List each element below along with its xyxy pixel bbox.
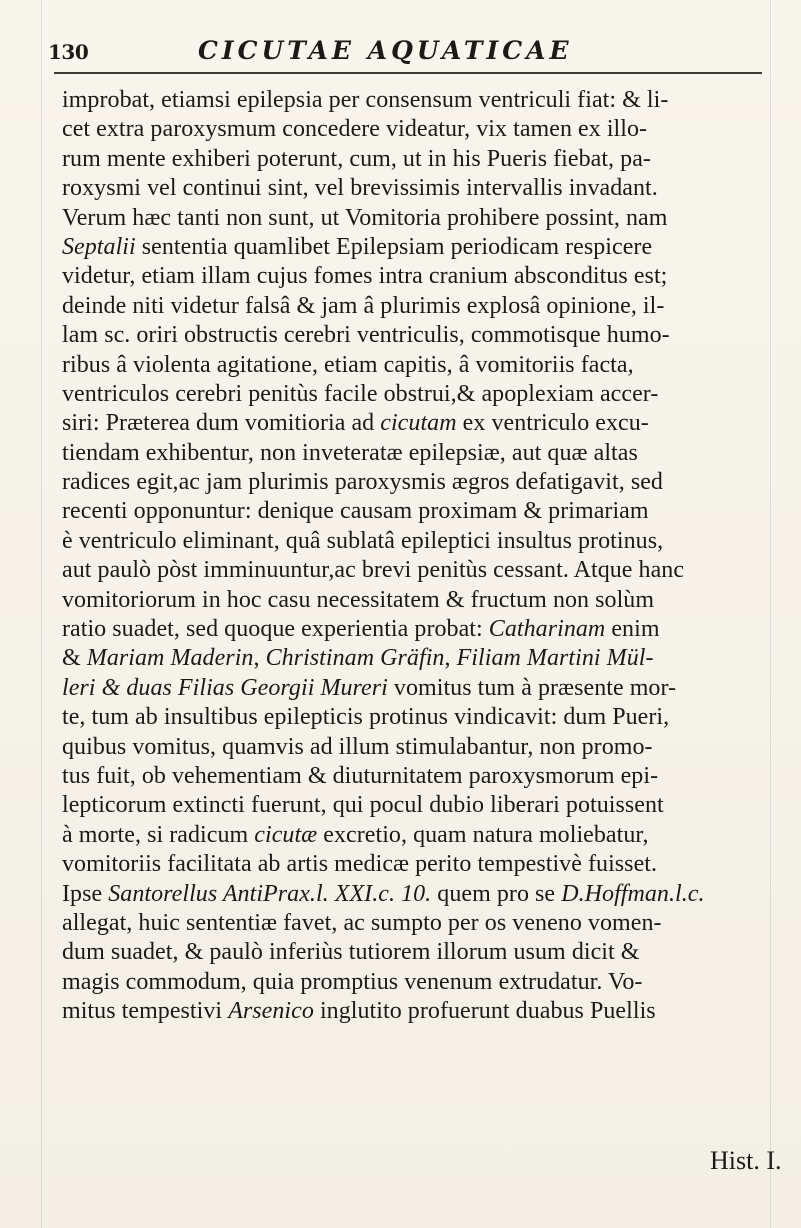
text-line: [62, 615, 767, 644]
text-line: [62, 262, 767, 291]
text-segment: dum suadet, & paulò inferiùs tutiorem illorum usum dicit &: [62, 939, 640, 966]
page-header: [48, 34, 768, 72]
text-line: [62, 321, 767, 350]
text-line: [62, 439, 767, 468]
text-line: [62, 733, 767, 762]
text-line: [62, 86, 767, 115]
text-segment: vomitoriorum in hoc casu necessitatem & fructum non solùm: [62, 586, 655, 613]
italic-text-segment: Filiam Martini Mül-: [456, 645, 654, 672]
paper-mark-left: [41, 0, 42, 1228]
text-line: [62, 233, 767, 262]
italic-text-segment: leri & duas Filias Georgii Mureri: [62, 674, 388, 701]
text-segment: tiendam exhibentur, non inveteratæ epilepsiæ, aut quæ altas: [62, 439, 638, 466]
text-line: [62, 703, 767, 732]
text-line: [62, 145, 767, 174]
text-segment: aut paulò pòst imminuuntur,ac brevi penitùs cessant. Atque hanc: [62, 557, 685, 584]
text-segment: inglutito profuerunt duabus Puellis: [313, 998, 656, 1025]
italic-text-segment: Arsenico: [228, 998, 314, 1025]
italic-text-segment: Santorellus AntiPrax.l. XXI.c. 10.: [108, 880, 432, 907]
text-segment: magis commodum, quia promptius venenum extrudatur. Vo-: [62, 968, 643, 995]
text-line: [62, 586, 767, 615]
text-segment: enim: [605, 616, 660, 643]
text-segment: allegat, huic sententiæ favet, ac sumpto per os veneno vomen-: [62, 909, 662, 936]
catchword: Hist. I.: [710, 1146, 782, 1175]
running-title: CICUTAE AQUATICAE: [198, 36, 573, 65]
text-line: [62, 468, 767, 497]
text-segment: ribus â violenta agitatione, etiam capitis, â vomitoriis facta,: [62, 351, 634, 378]
text-segment: videtur, etiam illam cujus fomes intra cranium absconditus est;: [62, 263, 668, 290]
text-segment: te, tum ab insultibus epilepticis protinus vindicavit: dum Pueri,: [62, 704, 670, 731]
italic-text-segment: Catharinam: [488, 616, 606, 643]
text-line: [62, 497, 767, 526]
italic-text-segment: cicutæ: [254, 821, 318, 848]
italic-text-segment: D.Hoffman.l.c.: [561, 880, 705, 907]
text-segment: improbat, etiamsi epilepsia per consensum ventriculi fiat: & li-: [62, 87, 669, 113]
text-line: [62, 968, 767, 997]
text-line: [62, 850, 767, 879]
italic-text-segment: Septalii: [62, 233, 136, 260]
text-segment: vomitus tum à præsente mor-: [387, 674, 677, 701]
text-line: [62, 880, 767, 909]
body-text: [62, 86, 767, 1027]
text-line: [62, 762, 767, 791]
text-segment: Verum hæc tanti non sunt, ut Vomitoria prohibere possint, nam: [62, 204, 668, 231]
header-rule: [54, 72, 762, 74]
text-segment: lam sc. oriri obstructis cerebri ventriculis, commotisque humo-: [62, 322, 670, 349]
text-segment: siri: Præterea dum vomitioria ad: [62, 410, 381, 437]
text-line: [62, 380, 767, 409]
text-segment: vomitoriis facilitata ab artis medicæ perito tempestivè fuisset.: [62, 851, 658, 878]
text-segment: quem pro se: [431, 880, 562, 907]
text-segment: quibus vomitus, quamvis ad illum stimulabantur, non promo-: [62, 733, 653, 760]
text-line: [62, 644, 767, 673]
text-segment: ratio suadet, sed quoque experientia probat:: [62, 616, 489, 643]
text-segment: ventriculos cerebri penitùs facile obstrui,& apoplexiam accer-: [62, 380, 659, 407]
text-line: [62, 115, 767, 144]
page-number: 130: [48, 40, 89, 64]
text-line: [62, 527, 767, 556]
text-segment: è ventriculo eliminant, quâ sublatâ epileptici insultus protinus,: [62, 527, 664, 554]
text-segment: Ipse: [62, 880, 109, 907]
text-segment: mitus tempestivi: [62, 998, 229, 1025]
italic-text-segment: Christinam Gräfin: [265, 645, 445, 672]
text-segment: radices egit,ac jam plurimis paroxysmis ægros defatigavit, sed: [62, 469, 663, 496]
italic-text-segment: cicutam: [380, 410, 457, 437]
text-segment: tus fuit, ob vehementiam & diuturnitatem paroxysmorum epi-: [62, 762, 659, 789]
text-segment: &: [62, 645, 87, 672]
text-line: [62, 351, 767, 380]
text-line: [62, 204, 767, 233]
text-line: [62, 292, 767, 321]
text-segment: ex ventriculo excu-: [456, 410, 649, 437]
text-segment: roxysmi vel continui sint, vel brevissimis intervallis invadant.: [62, 175, 658, 202]
text-segment: lepticorum extincti fuerunt, qui pocul dubio liberari potuissent: [62, 792, 664, 819]
text-segment: recenti opponuntur: denique causam proximam & primariam: [62, 498, 649, 525]
text-segment: ,: [253, 645, 266, 672]
text-line: [62, 674, 767, 703]
text-line: [62, 174, 767, 203]
text-line: [62, 409, 767, 438]
text-line: [62, 938, 767, 967]
paper-mark-right: [770, 0, 771, 1228]
text-segment: ,: [444, 645, 457, 672]
text-segment: à morte, si radicum: [62, 821, 255, 848]
text-segment: cet extra paroxysmum concedere videatur, vix tamen ex illo-: [62, 116, 648, 143]
text-line: [62, 791, 767, 820]
text-line: [62, 821, 767, 850]
italic-text-segment: Mariam Maderin: [86, 645, 254, 672]
text-segment: sententia quamlibet Epilepsiam periodicam respicere: [135, 233, 653, 260]
text-segment: rum mente exhiberi poterunt, cum, ut in his Pueris fiebat, pa-: [62, 145, 651, 172]
text-line: [62, 556, 767, 585]
text-segment: excretio, quam natura moliebatur,: [317, 821, 649, 848]
text-segment: deinde niti videtur falsâ & jam â plurimis explosâ opinione, il-: [62, 292, 665, 319]
text-line: [62, 909, 767, 938]
text-line: [62, 997, 767, 1026]
